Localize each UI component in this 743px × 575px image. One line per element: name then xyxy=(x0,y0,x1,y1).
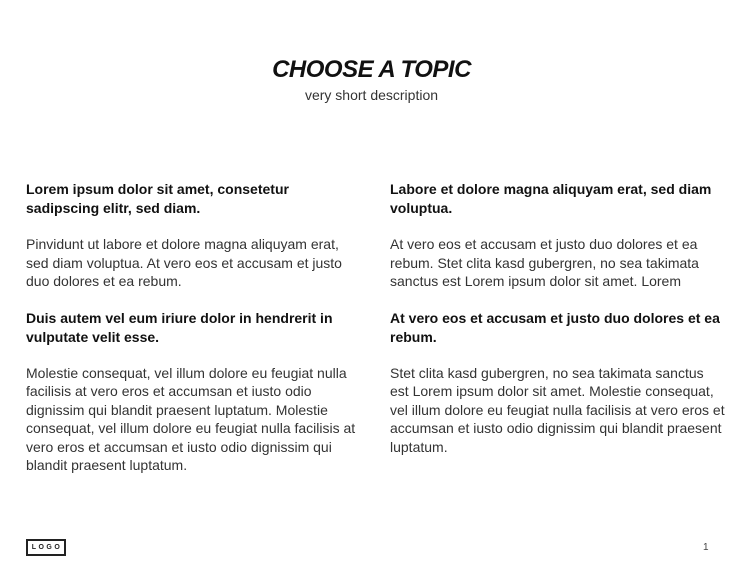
logo: LOGO xyxy=(26,539,66,556)
section-heading: At vero eos et accusam et justo duo dolores et ea rebum. xyxy=(390,309,720,345)
section-heading: Labore et dolore magna aliquyam erat, sed diam voluptua. xyxy=(390,181,712,216)
section-body: Molestie consequat, vel illum dolore eu feugiat nulla facilisis at vero eros et accumsan et iusto odio dignissim qui blandit praesent luptatum. Molestie consequat, vel illum dolore eu feugiat nulla facilisis at vero eros et accumsan et iusto odio dignissim qui blandit praesent luptatum. xyxy=(26,364,356,473)
section-body: Stet clita kasd gubergren, no sea takimata sanctus est Lorem ipsum dolor sit amet. Molestie consequat, vel illum dolore eu feugiat nulla facilisis at vero eros et accumsan et iusto odio dignissim qui blandit praesent luptatum. xyxy=(390,364,725,455)
page-number: 1 xyxy=(703,542,709,553)
page-subtitle: very short description xyxy=(304,87,439,103)
section-body: Pinvidunt ut labore et dolore magna aliquyam erat, sed diam voluptua. At vero eos et accusam et justo duo dolores et ea rebum. xyxy=(26,236,342,289)
page-title: CHOOSE A TOPIC xyxy=(272,56,471,83)
left-column xyxy=(26,180,361,493)
section-heading: Lorem ipsum dolor sit amet, consetetur sadipscing elitr, sed diam. xyxy=(26,181,289,216)
section-heading: Duis autem vel eum iriure dolor in hendrerit in vulputate velit esse. xyxy=(26,309,333,345)
section-body: At vero eos et accusam et justo duo dolores et ea rebum. Stet clita kasd gubergren, no sea takimata sanctus est Lorem ipsum dolor sit amet. Lorem xyxy=(390,236,699,289)
right-column xyxy=(390,180,725,474)
